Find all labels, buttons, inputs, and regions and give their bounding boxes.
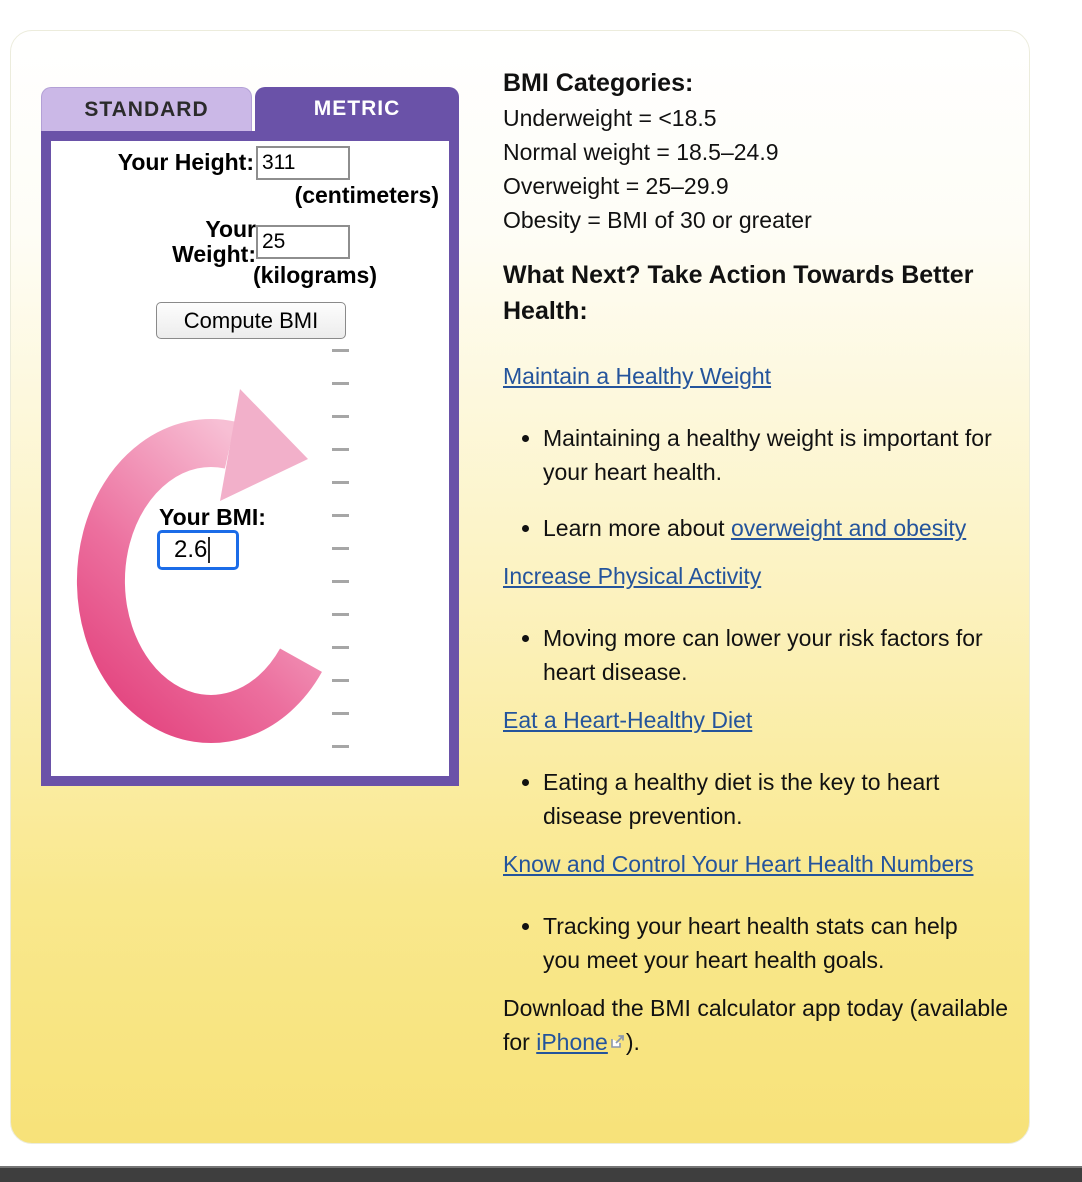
download-paragraph <box>503 991 1008 1059</box>
ruler-tick <box>332 613 349 616</box>
external-link-icon <box>610 1034 625 1049</box>
category-normal: Normal weight = 18.5–24.9 <box>503 139 779 165</box>
bullet-item <box>543 421 995 489</box>
ruler-tick <box>332 547 349 550</box>
bullet-text: Learn more about <box>543 515 731 541</box>
text-caret <box>208 537 210 563</box>
footer-bar <box>0 1166 1082 1182</box>
bullet-text: Eating a healthy diet is the key to heart disease prevention. <box>543 769 940 829</box>
bmi-result-input[interactable] <box>157 530 239 570</box>
category-overweight: Overweight = 25–29.9 <box>503 173 729 199</box>
bmi-result-value: 2.6 <box>174 536 208 563</box>
bullet-list-maintain <box>503 421 1015 545</box>
link-maintain-healthy-weight[interactable]: Maintain a Healthy Weight <box>503 363 772 389</box>
category-underweight: Underweight = <18.5 <box>503 105 717 131</box>
weight-input[interactable] <box>256 225 350 259</box>
download-text-suffix: ). <box>625 1029 640 1055</box>
download-text: Download the BMI calculator app today (available for <box>503 995 1009 1055</box>
link-iphone[interactable]: iPhone <box>536 1029 608 1055</box>
bullet-list-activity <box>503 621 1015 689</box>
bullet-item <box>543 511 995 545</box>
bmi-page-card <box>10 30 1030 1144</box>
tab-metric[interactable]: METRIC <box>255 87 459 131</box>
ruler-ticks <box>332 349 349 748</box>
link-increase-physical-activity[interactable]: Increase Physical Activity <box>503 563 762 589</box>
ruler-tick <box>332 481 349 484</box>
bullet-item <box>543 765 995 833</box>
ruler-tick <box>332 580 349 583</box>
link-eat-heart-healthy-diet[interactable]: Eat a Heart-Healthy Diet <box>503 707 753 733</box>
bullet-item <box>543 621 995 689</box>
bullet-item <box>543 909 995 977</box>
link-know-control-numbers[interactable]: Know and Control Your Heart Health Numbers <box>503 851 974 877</box>
height-unit-label: (centimeters) <box>294 182 439 208</box>
bullet-text: Maintaining a healthy weight is important for your heart health. <box>543 425 992 485</box>
tab-standard[interactable]: STANDARD <box>41 87 252 131</box>
category-obesity: Obesity = BMI of 30 or greater <box>503 207 812 233</box>
weight-unit-label: (kilograms) <box>253 262 377 288</box>
height-input[interactable] <box>256 146 350 180</box>
bullet-list-numbers <box>503 909 1015 977</box>
bmi-result-label: Your BMI: <box>159 504 266 530</box>
info-column <box>503 65 1015 1059</box>
bmi-calculator-widget <box>41 87 459 786</box>
ruler-tick <box>332 679 349 682</box>
unit-tabs <box>41 87 459 131</box>
ruler-tick <box>332 745 349 748</box>
ruler-tick <box>332 712 349 715</box>
categories-title: BMI Categories: <box>503 69 694 97</box>
ruler-tick <box>332 382 349 385</box>
bullet-text: Tracking your heart health stats can help you meet your heart health goals. <box>543 913 958 973</box>
link-overweight-and-obesity[interactable]: overweight and obesity <box>730 515 967 541</box>
bullet-list-diet <box>503 765 1015 833</box>
weight-label: Your Weight: <box>172 216 256 267</box>
ruler-tick <box>332 448 349 451</box>
ruler-tick <box>332 415 349 418</box>
ruler-tick <box>332 514 349 517</box>
height-label: Your Height: <box>117 149 254 175</box>
next-steps-title: What Next? Take Action Towards Better Health: <box>503 261 974 325</box>
compute-bmi-button[interactable]: Compute BMI <box>156 302 346 339</box>
bullet-text: Moving more can lower your risk factors for heart disease. <box>543 625 983 685</box>
ruler-tick <box>332 349 349 352</box>
ruler-tick <box>332 646 349 649</box>
calculator-panel <box>41 131 459 786</box>
